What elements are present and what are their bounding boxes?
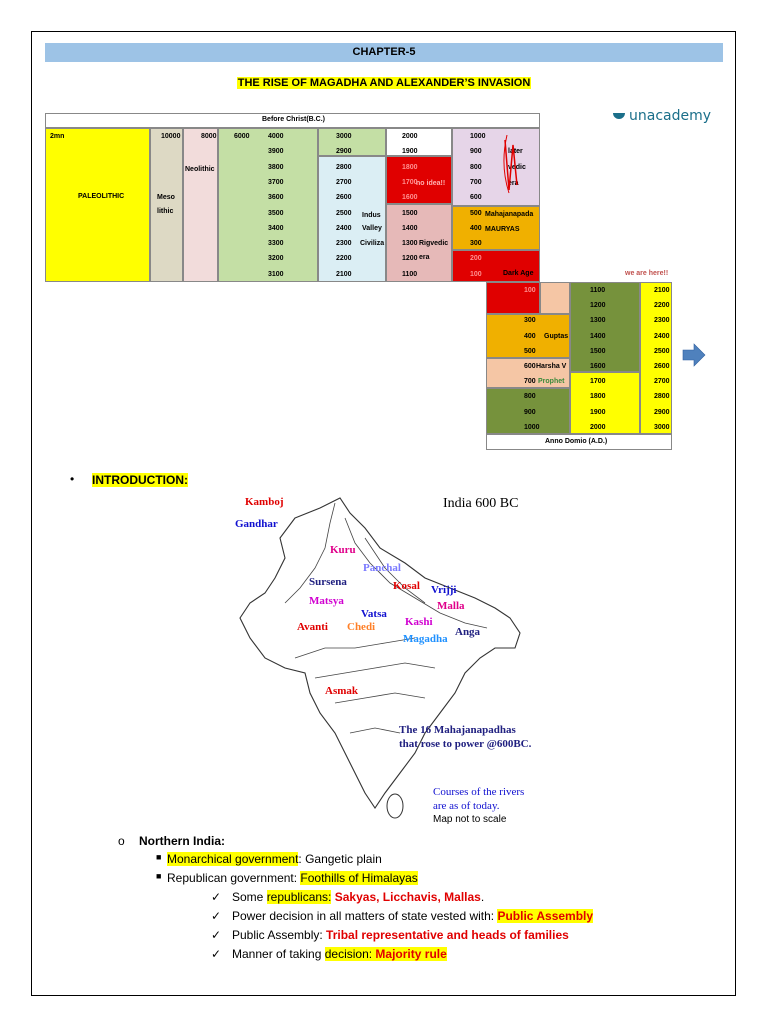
year-3900: 3900 <box>268 148 284 156</box>
map-label-avanti: Avanti <box>297 621 328 633</box>
ad-year-2200: 2200 <box>654 302 670 310</box>
chapter-heading: CHAPTER-5 <box>45 43 723 62</box>
ad-footer-label: Anno Domio (A.D.) <box>545 438 608 445</box>
year-1300: 1300 <box>402 240 418 248</box>
year-1900: 1900 <box>402 148 418 156</box>
republican-line: Republican government: Foothills of Himalayas <box>167 871 418 885</box>
year-900: 900 <box>470 148 482 156</box>
ad-year-2800: 2800 <box>654 393 670 401</box>
ad-year-600: 600 <box>524 363 536 370</box>
no-idea-label: no idea!! <box>416 180 446 187</box>
decision-line: Manner of taking decision: Majority rule <box>232 947 447 961</box>
assembly-line: Public Assembly: Tribal representative and heads of families <box>232 928 569 942</box>
power-line: Power decision in all matters of state vested with: Public Assembly <box>232 909 594 923</box>
ad-year-2900: 2900 <box>654 408 670 416</box>
valley-label: Valley <box>362 225 382 232</box>
ad-year-1900: 1900 <box>590 408 606 416</box>
ad2-green <box>570 282 640 372</box>
meso-label: Meso <box>157 194 175 201</box>
map-note-line2: are as of today. <box>433 800 500 812</box>
ad-year-2300: 2300 <box>654 317 670 325</box>
check-icon: ✓ <box>211 947 222 961</box>
year-3800: 3800 <box>268 163 284 171</box>
we-are-here: we are here!! <box>625 270 669 277</box>
map-label-kamboj: Kamboj <box>245 496 284 508</box>
dark-age-block <box>452 250 540 282</box>
monarchical-bullet: ■ <box>156 852 162 862</box>
ad-year-1300: 1300 <box>590 317 606 325</box>
year-400: 400 <box>470 224 482 232</box>
neolithic-label: Neolithic <box>185 166 215 173</box>
ad-year-1600: 1600 <box>590 363 606 370</box>
year-1000: 1000 <box>470 133 486 140</box>
ad-year-2500: 2500 <box>654 347 670 355</box>
ad-year-1500: 1500 <box>590 347 606 355</box>
monarchical-line: Monarchical government: Gangetic plain <box>167 852 382 866</box>
mahajanapada-label: Mahajanapada <box>485 211 534 218</box>
later-label: later <box>508 148 523 155</box>
year-1800: 1800 <box>402 163 418 171</box>
year-2200: 2200 <box>336 255 352 263</box>
ad-year-1800: 1800 <box>590 393 606 401</box>
ad-year-200: 200 <box>524 302 536 310</box>
ad-year-2600: 2600 <box>654 363 670 370</box>
map-title: India 600 BC <box>443 496 519 511</box>
ad-year-300: 300 <box>524 317 536 325</box>
republicans-line: Some republicans: Sakyas, Licchavis, Mallas. <box>232 890 485 904</box>
year-800: 800 <box>470 163 482 171</box>
year-3700: 3700 <box>268 178 284 186</box>
bc-header-label: Before Christ(B.C.) <box>262 116 326 123</box>
ad-year-1100: 1100 <box>590 287 606 294</box>
year-2800: 2800 <box>336 163 352 171</box>
india-map <box>225 488 545 828</box>
year-3300: 3300 <box>268 240 284 248</box>
year-500: 500 <box>470 209 482 217</box>
map-caption-line1: The 16 Mahajanapadhas <box>399 724 516 736</box>
map-label-panchal: Panchal <box>363 562 401 574</box>
ad-year-700: 700 <box>524 378 536 386</box>
ad-year-2700: 2700 <box>654 378 670 386</box>
logo-text: unacademy <box>629 108 712 124</box>
paleolithic-block <box>45 128 150 282</box>
map-label-vatsa: Vatsa <box>361 608 387 620</box>
year-2500: 2500 <box>336 209 352 217</box>
arrow-right-icon <box>682 343 706 367</box>
map-label-sursena: Sursena <box>309 576 347 588</box>
col-head-10000: 10000 <box>161 133 181 140</box>
year-2000: 2000 <box>402 133 418 140</box>
year-700: 700 <box>470 178 482 186</box>
year-200: 200 <box>470 255 482 263</box>
ad-year-2000: 2000 <box>590 423 606 431</box>
year-1700: 1700 <box>402 178 418 186</box>
year-2400: 2400 <box>336 224 352 232</box>
year-1400: 1400 <box>402 224 418 232</box>
year-3200: 3200 <box>268 255 284 263</box>
ad1-peach-right <box>540 282 570 314</box>
year-100: 100 <box>470 270 482 278</box>
mauryas-label: MAURYAS <box>485 226 520 233</box>
india-outline <box>225 488 545 828</box>
year-300: 300 <box>470 240 482 248</box>
year-3400: 3400 <box>268 224 284 232</box>
map-label-vrijji: Vrijji <box>431 584 457 596</box>
ad-year-1000: 1000 <box>524 423 540 431</box>
year-1100: 1100 <box>402 270 418 278</box>
ad-year-2400: 2400 <box>654 332 670 340</box>
intro-bullet: • <box>70 472 75 486</box>
map-label-kosal: Kosal <box>393 580 420 592</box>
intro-heading <box>92 473 188 487</box>
map-label-kuru: Kuru <box>330 544 356 556</box>
vedic-label: vedic <box>508 164 526 171</box>
year-2100: 2100 <box>336 270 352 278</box>
col-head-6000: 6000 <box>234 133 250 140</box>
guptas-label: Guptas <box>544 333 569 340</box>
check-icon: ✓ <box>211 909 222 923</box>
ad-year-500: 500 <box>524 347 536 355</box>
prophet-label: Prophet <box>538 378 565 385</box>
map-label-magadha: Magadha <box>403 633 448 645</box>
indus-block <box>318 156 386 282</box>
lithic-label: lithic <box>157 208 174 215</box>
timeline-chart <box>0 0 768 460</box>
era-label: era <box>419 254 430 261</box>
map-label-kashi: Kashi <box>405 616 433 628</box>
title-text: THE RISE OF MAGADHA AND ALEXANDER’S INVASION <box>237 77 531 89</box>
ad-year-1200: 1200 <box>590 302 606 310</box>
ad-year-400: 400 <box>524 332 536 340</box>
year-1200: 1200 <box>402 255 418 263</box>
map-caption-line2: that rose to power @600BC. <box>399 738 532 750</box>
indus-label: Indus <box>362 212 381 219</box>
ad-year-3000: 3000 <box>654 423 670 431</box>
northern-heading: Northern India: <box>139 834 225 848</box>
map-label-matsya: Matsya <box>309 595 344 607</box>
map-label-gandhar: Gandhar <box>235 518 278 530</box>
year-2300: 2300 <box>336 240 352 248</box>
mesolithic-block <box>150 128 183 282</box>
civiliza-label: Civiliza <box>360 240 385 247</box>
year-1500: 1500 <box>402 209 418 217</box>
neolithic-block <box>183 128 218 282</box>
year-2600: 2600 <box>336 194 352 202</box>
year-2700: 2700 <box>336 178 352 186</box>
year-600: 600 <box>470 194 482 202</box>
map-label-malla: Malla <box>437 600 465 612</box>
dark-age-label: Dark Age <box>503 270 534 277</box>
map-label-anga: Anga <box>455 626 481 638</box>
ad-year-1400: 1400 <box>590 332 606 340</box>
map-note-line1: Courses of the rivers <box>433 786 525 798</box>
harsha-label: Harsha V <box>536 363 567 370</box>
year-3600: 3600 <box>268 194 284 202</box>
col-head-8000: 8000 <box>201 133 217 140</box>
later-vedic-scribble <box>495 135 525 195</box>
rigvedic-label: Rigvedic <box>419 240 449 247</box>
col-head-2mn: 2mn <box>50 133 65 140</box>
map-note-line3: Map not to scale <box>433 814 507 825</box>
ad-year-2100: 2100 <box>654 287 670 294</box>
map-label-chedi: Chedi <box>347 621 376 633</box>
year-3500: 3500 <box>268 209 284 217</box>
year-4000: 4000 <box>268 133 284 140</box>
year-3100: 3100 <box>268 270 284 278</box>
intro-label: INTRODUCTION: <box>92 473 188 487</box>
ad-year-800: 800 <box>524 393 536 401</box>
paleolithic-label: PALEOLITHIC <box>78 193 125 200</box>
year-3000: 3000 <box>336 133 352 140</box>
col2000-top <box>386 128 452 156</box>
ad-year-1700: 1700 <box>590 378 606 386</box>
vedic-era-label: era <box>508 180 519 187</box>
northern-bullet: o <box>118 834 125 848</box>
ad-year-900: 900 <box>524 408 536 416</box>
year-1600: 1600 <box>402 194 418 202</box>
ad-year-100: 100 <box>524 287 536 294</box>
check-icon: ✓ <box>211 890 222 904</box>
green-block-3000-top <box>318 128 386 156</box>
check-icon: ✓ <box>211 928 222 942</box>
year-2900: 2900 <box>336 148 352 156</box>
republican-bullet: ■ <box>156 871 162 881</box>
map-label-asmak: Asmak <box>325 685 359 697</box>
